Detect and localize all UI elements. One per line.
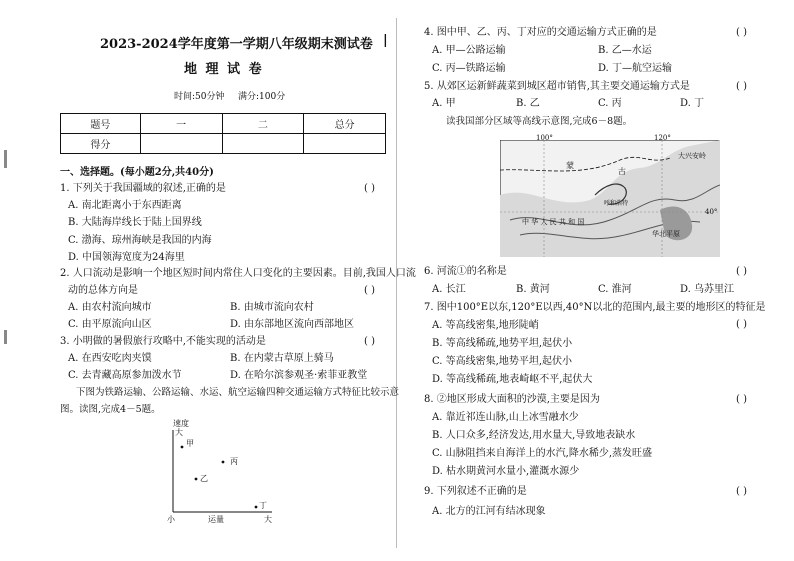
latitude-label: 40°	[705, 208, 718, 216]
longitude-label: 120°	[654, 134, 671, 142]
option: C. 山脉阻挡来自海洋上的水汽,降水稀少,蒸发旺盛	[432, 448, 653, 459]
table-cell: 得分	[61, 134, 141, 154]
question-stem: 1. 下列关于我国疆域的叙述,正确的是	[60, 183, 226, 194]
map-place: 古	[618, 167, 626, 176]
longitude-label: 100°	[536, 134, 553, 142]
option: A. 南北距离小于东西距离	[68, 200, 182, 211]
option: C. 丙—铁路运输	[432, 63, 506, 74]
question-stem: 7. 图中100°E以东,120°E以西,40°N以北的范围内,最主要的地形区的特征是	[424, 302, 766, 313]
point-label: 乙	[200, 474, 208, 483]
option: A. 北方的江河有结冰现象	[432, 506, 546, 517]
option: B. 在内蒙古草原上骑马	[230, 353, 334, 364]
score-cell[interactable]	[140, 134, 222, 154]
x-axis-low: 小	[167, 515, 175, 524]
option: D. 乌苏里江	[680, 284, 735, 295]
option: A. 由农村流向城市	[68, 302, 152, 313]
option: A. 长江	[432, 284, 466, 295]
answer-bracket[interactable]: ( )	[736, 266, 747, 277]
option: D. 中国领海宽度为24海里	[68, 252, 185, 263]
option: B. 黄河	[516, 284, 550, 295]
y-axis-label: 速度	[173, 419, 189, 428]
option: D. 由东部地区流向西部地区	[230, 319, 355, 330]
table-cell: 二	[222, 114, 304, 134]
option: C. 渤海、琼州海峡是我国的内海	[68, 235, 212, 246]
option: A. 等高线密集,地形陡峭	[432, 320, 539, 331]
answer-bracket[interactable]: ( )	[736, 319, 747, 330]
option: B. 等高线稀疏,地势平坦,起伏小	[432, 338, 573, 349]
binding-mark	[4, 150, 7, 168]
question-stem: 9. 下列叙述不正确的是	[424, 486, 527, 497]
x-axis-label: 运量	[208, 515, 224, 524]
option: A. 甲—公路运输	[432, 45, 506, 56]
question-stem: 动的总体方向是	[68, 285, 138, 296]
contour-map	[500, 134, 720, 257]
time-limit: 时间:50分钟	[174, 92, 225, 102]
score-table	[60, 113, 386, 154]
option: C. 淮河	[598, 284, 632, 295]
score-table-header-row	[61, 114, 386, 134]
table-cell: 题号	[61, 114, 141, 134]
y-axis-high: 大	[175, 428, 183, 437]
x-axis-high: 大	[264, 515, 272, 524]
map-place: 中 华 人 民 共 和 国	[522, 218, 585, 226]
answer-bracket[interactable]: ( )	[736, 27, 747, 38]
map-place: 蒙	[566, 161, 574, 170]
option: D. 丁—航空运输	[598, 63, 673, 74]
option: C. 去青藏高原参加泼水节	[68, 370, 182, 381]
option: C. 等高线密集,地势平坦,起伏小	[432, 356, 573, 367]
passage-intro: 图。读图,完成4－5题。	[60, 404, 161, 415]
option: A. 甲	[432, 98, 456, 109]
map-place: 大兴安岭	[678, 152, 706, 160]
exam-title: 2023-2024学年度第一学期八年级期末测试卷	[100, 37, 373, 52]
full-score: 满分:100分	[238, 92, 286, 102]
table-cell: 总分	[304, 114, 386, 134]
question-stem: 3. 小明做的暑假旅行攻略中,不能实现的活动是	[60, 336, 266, 347]
binding-mark	[4, 330, 7, 344]
map-place: 华北平原	[652, 230, 680, 238]
option: A. 在西安吃肉夹馍	[68, 353, 152, 364]
passage-intro: 读我国部分区域等高线示意图,完成6－8题。	[446, 116, 633, 127]
point-ding	[255, 506, 258, 509]
option: D. 在哈尔滨参观圣·索菲亚教堂	[230, 370, 368, 381]
answer-bracket[interactable]: ( )	[364, 285, 375, 296]
option: B. 乙	[516, 98, 540, 109]
score-cell[interactable]	[304, 134, 386, 154]
option: B. 人口众多,经济发达,用水量大,导致地表缺水	[432, 430, 636, 441]
score-table-score-row	[61, 134, 386, 154]
question-stem: 4. 图中甲、乙、丙、丁对应的交通运输方式正确的是	[424, 27, 657, 38]
subject-title: 地 理 试 卷	[184, 62, 264, 77]
option: D. 枯水期黄河水量小,灌溉水源少	[432, 466, 580, 477]
question-stem: 5. 从郊区运新鲜蔬菜到城区超市销售,其主要交通运输方式是	[424, 81, 690, 92]
table-cell: 一	[140, 114, 222, 134]
passage-intro: 下图为铁路运输、公路运输、水运、航空运输四种交通运输方式特征比较示意	[76, 387, 400, 398]
point-label: 甲	[186, 439, 194, 448]
map-place: 呼和浩特	[604, 200, 629, 207]
question-stem: 6. 河流①的名称是	[424, 266, 507, 277]
page-mark: |	[383, 33, 388, 48]
answer-bracket[interactable]: ( )	[736, 81, 747, 92]
question-stem: 8. ②地区形成大面积的沙漠,主要是因为	[424, 394, 600, 405]
answer-bracket[interactable]: ( )	[364, 336, 375, 347]
point-label: 丙	[230, 457, 238, 466]
transport-chart	[150, 418, 285, 528]
answer-bracket[interactable]: ( )	[736, 394, 747, 405]
answer-bracket[interactable]: ( )	[736, 486, 747, 497]
option: B. 乙—水运	[598, 45, 652, 56]
column-divider	[396, 18, 397, 548]
answer-bracket[interactable]: ( )	[364, 183, 375, 194]
option: C. 由平原流向山区	[68, 319, 152, 330]
option: B. 由城市流向农村	[230, 302, 314, 313]
point-label: 丁	[259, 501, 267, 510]
score-cell[interactable]	[222, 134, 304, 154]
option: A. 靠近祁连山脉,山上冰雪融水少	[432, 412, 579, 423]
point-yi	[195, 478, 198, 481]
option: D. 丁	[680, 98, 705, 109]
point-jia	[181, 446, 184, 449]
question-stem: 2. 人口流动是影响一个地区短时间内常住人口变化的主要因素。目前,我国人口流	[60, 268, 416, 279]
section-heading: 一、选择题。(每小题2分,共40分)	[60, 167, 214, 178]
point-bing	[222, 461, 225, 464]
option: D. 等高线稀疏,地表崎岖不平,起伏大	[432, 374, 593, 385]
option: B. 大陆海岸线长于陆上国界线	[68, 217, 202, 228]
option: C. 丙	[598, 98, 622, 109]
